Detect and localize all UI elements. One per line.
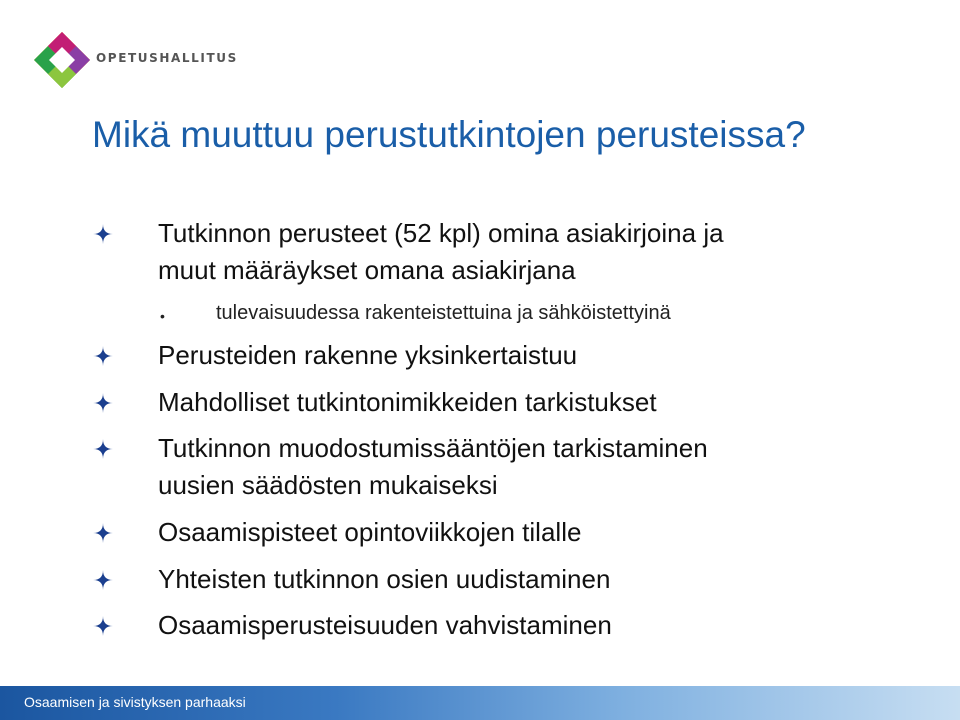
slide-title: Mikä muuttuu perustutkintojen perusteissa? xyxy=(92,114,806,155)
list-item: • tulevaisuudessa rakenteistettuina ja sähköistettyinä xyxy=(216,301,671,325)
diamond-bullet-icon xyxy=(92,392,114,414)
opetushallitus-logo-icon xyxy=(32,30,92,90)
diamond-bullet-icon xyxy=(92,615,114,637)
list-item: Osaamispisteet opintoviikkojen tilalle xyxy=(158,514,581,551)
diamond-bullet-icon xyxy=(92,345,114,367)
list-item: Mahdolliset tutkintonimikkeiden tarkistukset xyxy=(158,384,657,421)
list-item: Tutkinnon perusteet (52 kpl) omina asiakirjoina ja muut määräykset omana asiakirjana xyxy=(158,215,724,289)
list-item: Osaamisperusteisuuden vahvistaminen xyxy=(158,607,612,644)
dot-bullet-icon: • xyxy=(160,308,165,324)
diamond-bullet-icon xyxy=(92,223,114,245)
list-item: Yhteisten tutkinnon osien uudistaminen xyxy=(158,561,610,598)
diamond-bullet-icon xyxy=(92,569,114,591)
diamond-bullet-icon xyxy=(92,522,114,544)
organization-name: OPETUSHALLITUS xyxy=(96,51,238,65)
list-item: Perusteiden rakenne yksinkertaistuu xyxy=(158,337,577,374)
diamond-bullet-icon xyxy=(92,438,114,460)
footer-slogan: Osaamisen ja sivistyksen parhaaksi xyxy=(24,694,246,710)
list-item: Tutkinnon muodostumissääntöjen tarkistaminen uusien säädösten mukaiseksi xyxy=(158,430,708,504)
footer-bar xyxy=(0,686,960,720)
